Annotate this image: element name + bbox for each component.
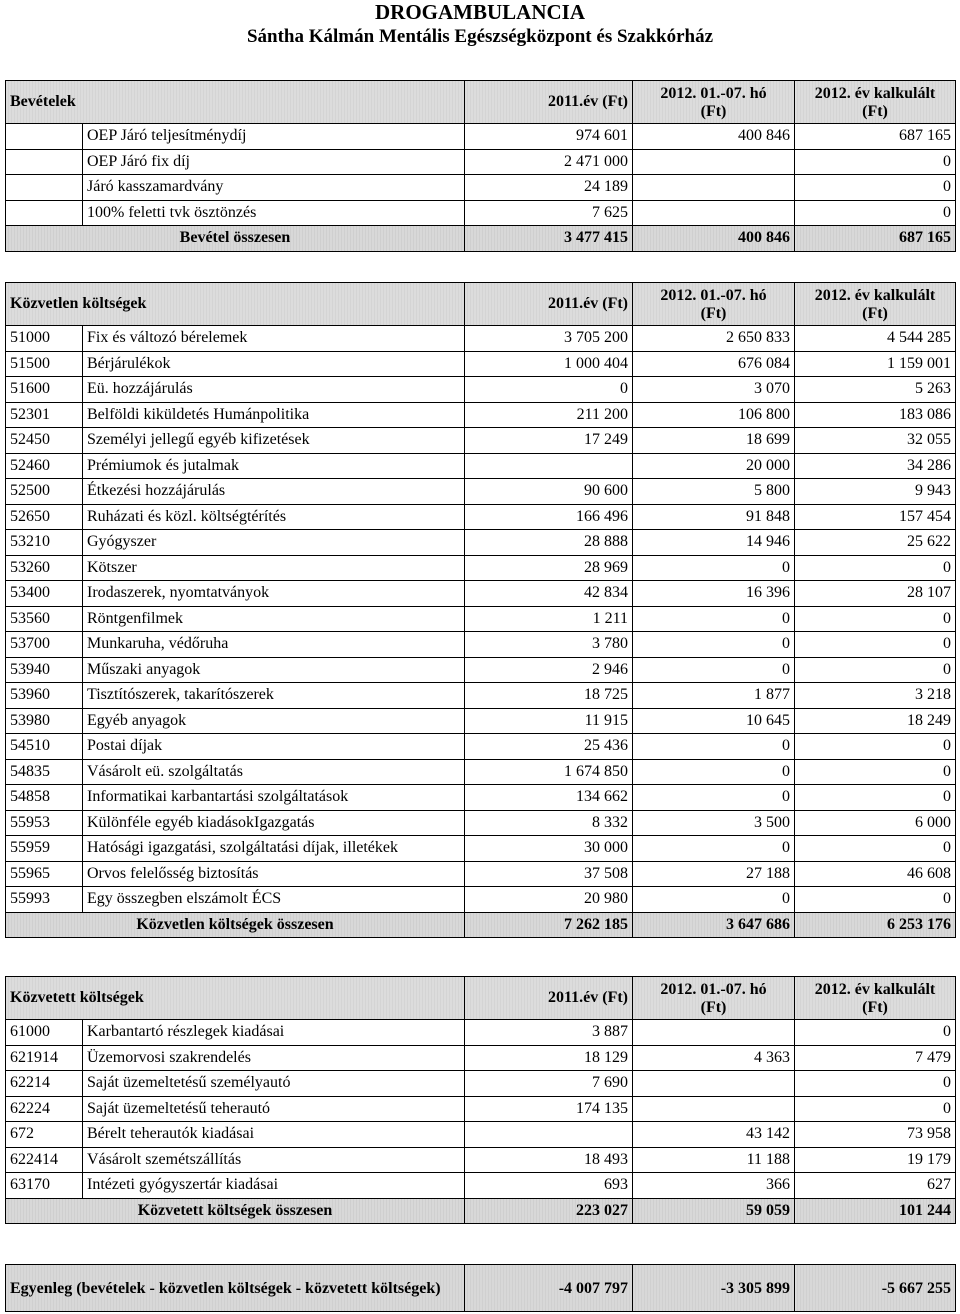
row-value-2012-calc: 25 622 [795, 530, 956, 556]
table-row [6, 326, 956, 352]
total-row [6, 1198, 956, 1224]
row-code: 53940 [6, 657, 83, 683]
table-row [6, 734, 956, 760]
table-row [6, 606, 956, 632]
row-value-2011: 2 471 000 [465, 149, 633, 175]
row-value-2012-calc: 0 [795, 200, 956, 226]
total-value-2012-calc: 101 244 [795, 1198, 956, 1224]
table-row [6, 530, 956, 556]
row-value-2012-calc: 34 286 [795, 453, 956, 479]
row-value-2012-calc: 7 479 [795, 1045, 956, 1071]
table-row [6, 1173, 956, 1199]
row-value-2012-period: 0 [633, 632, 795, 658]
row-value-2011: 3 887 [465, 1020, 633, 1046]
total-label: Bevétel összesen [6, 226, 465, 252]
row-value-2011: 2 946 [465, 657, 633, 683]
row-value-2012-period [633, 200, 795, 226]
row-value-2011: 693 [465, 1173, 633, 1199]
row-value-2011: 1 211 [465, 606, 633, 632]
row-value-2011: 25 436 [465, 734, 633, 760]
row-value-2012-period: 0 [633, 785, 795, 811]
row-value-2011: 1 000 404 [465, 351, 633, 377]
row-value-2012-period: 4 363 [633, 1045, 795, 1071]
row-value-2012-calc: 9 943 [795, 479, 956, 505]
row-name: Üzemorvosi szakrendelés [83, 1045, 465, 1071]
table-row [6, 200, 956, 226]
row-value-2012-period: 10 645 [633, 708, 795, 734]
col-2012-period-line1: 2012. 01.-07. hó [660, 981, 767, 998]
row-name: Bérelt teherautók kiadásai [83, 1122, 465, 1148]
table-row [6, 1122, 956, 1148]
row-value-2011 [465, 1122, 633, 1148]
row-name: Egy összegben elszámolt ÉCS [83, 887, 465, 913]
row-value-2012-calc: 6 000 [795, 810, 956, 836]
row-value-2011: 7 625 [465, 200, 633, 226]
row-code: 62214 [6, 1071, 83, 1097]
direct-costs-table [5, 282, 956, 938]
col-2012-calc-line2: (Ft) [862, 305, 888, 322]
table-row [6, 1147, 956, 1173]
row-value-2012-period: 0 [633, 657, 795, 683]
row-name: 100% feletti tvk ösztönzés [83, 200, 465, 226]
row-code [6, 200, 83, 226]
row-value-2012-calc: 157 454 [795, 504, 956, 530]
row-value-2011: 28 969 [465, 555, 633, 581]
total-row [6, 912, 956, 938]
row-value-2012-period: 0 [633, 887, 795, 913]
row-code [6, 149, 83, 175]
row-code: 55953 [6, 810, 83, 836]
row-name: Saját üzemeltetésű személyautó [83, 1071, 465, 1097]
row-name: Különféle egyéb kiadásokIgazgatás [83, 810, 465, 836]
row-value-2011: 30 000 [465, 836, 633, 862]
row-value-2012-period: 16 396 [633, 581, 795, 607]
row-code: 52500 [6, 479, 83, 505]
row-code: 54510 [6, 734, 83, 760]
row-value-2011: 18 493 [465, 1147, 633, 1173]
row-code: 53260 [6, 555, 83, 581]
row-value-2012-calc: 0 [795, 1071, 956, 1097]
row-value-2012-calc: 0 [795, 759, 956, 785]
row-value-2012-calc: 0 [795, 1020, 956, 1046]
table-row [6, 504, 956, 530]
table-row [6, 428, 956, 454]
row-value-2012-calc: 0 [795, 175, 956, 201]
row-code: 621914 [6, 1045, 83, 1071]
row-value-2012-calc: 183 086 [795, 402, 956, 428]
col-2012-calc-header [795, 81, 956, 124]
row-name: Röntgenfilmek [83, 606, 465, 632]
row-name: Kötszer [83, 555, 465, 581]
table-row [6, 175, 956, 201]
table-row [6, 1096, 956, 1122]
row-value-2012-period: 91 848 [633, 504, 795, 530]
row-value-2011: 37 508 [465, 861, 633, 887]
balance-2012-period: -3 305 899 [633, 1265, 795, 1312]
row-value-2012-period: 1 877 [633, 683, 795, 709]
row-value-2012-calc: 0 [795, 632, 956, 658]
row-name: Étkezési hozzájárulás [83, 479, 465, 505]
col-2012-period-line2: (Ft) [700, 305, 727, 322]
row-value-2011: 134 662 [465, 785, 633, 811]
col-2012-period-line2: (Ft) [700, 103, 727, 120]
row-code: 53210 [6, 530, 83, 556]
total-value-2012-period: 59 059 [633, 1198, 795, 1224]
row-value-2012-calc: 627 [795, 1173, 956, 1199]
row-value-2012-period: 0 [633, 836, 795, 862]
col-2011-header: 2011.év (Ft) [465, 81, 633, 124]
row-code: 51000 [6, 326, 83, 352]
row-value-2012-calc: 0 [795, 887, 956, 913]
row-code: 62224 [6, 1096, 83, 1122]
col-2012-calc-header [795, 977, 956, 1020]
row-name: Eü. hozzájárulás [83, 377, 465, 403]
row-code: 51600 [6, 377, 83, 403]
row-value-2012-period: 3 070 [633, 377, 795, 403]
row-value-2012-period [633, 1020, 795, 1046]
row-name: OEP Járó fix díj [83, 149, 465, 175]
row-code: 52650 [6, 504, 83, 530]
table-row [6, 479, 956, 505]
row-value-2011: 7 690 [465, 1071, 633, 1097]
balance-2011: -4 007 797 [465, 1265, 633, 1312]
table-row [6, 861, 956, 887]
row-value-2012-calc: 1 159 001 [795, 351, 956, 377]
row-value-2012-calc: 18 249 [795, 708, 956, 734]
row-value-2012-calc: 0 [795, 657, 956, 683]
row-name: Postai díjak [83, 734, 465, 760]
row-value-2011: 0 [465, 377, 633, 403]
row-value-2012-period: 0 [633, 606, 795, 632]
col-2012-calc-header [795, 283, 956, 326]
row-value-2012-period: 0 [633, 734, 795, 760]
row-value-2012-period [633, 1096, 795, 1122]
indirect-header-row [6, 977, 956, 1020]
col-2012-period-header [633, 283, 795, 326]
row-value-2012-period [633, 149, 795, 175]
total-value-2011: 223 027 [465, 1198, 633, 1224]
total-row [6, 226, 956, 252]
row-value-2011: 3 705 200 [465, 326, 633, 352]
row-name: Intézeti gyógyszertár kiadásai [83, 1173, 465, 1199]
table-row [6, 581, 956, 607]
row-value-2012-calc: 0 [795, 555, 956, 581]
row-value-2012-period: 43 142 [633, 1122, 795, 1148]
total-value-2011: 3 477 415 [465, 226, 633, 252]
row-value-2012-period: 2 650 833 [633, 326, 795, 352]
row-value-2012-calc: 3 218 [795, 683, 956, 709]
row-code: 55993 [6, 887, 83, 913]
row-value-2012-period: 27 188 [633, 861, 795, 887]
row-value-2011: 3 780 [465, 632, 633, 658]
row-name: Műszaki anyagok [83, 657, 465, 683]
row-code: 622414 [6, 1147, 83, 1173]
table-row [6, 402, 956, 428]
table-row [6, 887, 956, 913]
row-value-2012-calc: 4 544 285 [795, 326, 956, 352]
row-value-2012-period: 14 946 [633, 530, 795, 556]
row-name: Ruházati és közl. költségtérítés [83, 504, 465, 530]
row-value-2012-calc: 32 055 [795, 428, 956, 454]
direct-section-label: Közvetlen költségek [6, 283, 465, 326]
row-name: Vásárolt szemétszállítás [83, 1147, 465, 1173]
table-row [6, 708, 956, 734]
row-value-2012-calc: 0 [795, 149, 956, 175]
row-name: Saját üzemeltetésű teherautó [83, 1096, 465, 1122]
row-value-2012-calc: 687 165 [795, 124, 956, 150]
row-name: Gyógyszer [83, 530, 465, 556]
col-2012-calc-line1: 2012. év kalkulált [814, 981, 936, 998]
row-value-2012-calc: 46 608 [795, 861, 956, 887]
total-label: Közvetlen költségek összesen [6, 912, 465, 938]
row-code: 52460 [6, 453, 83, 479]
row-code: 52301 [6, 402, 83, 428]
row-name: Munkaruha, védőruha [83, 632, 465, 658]
row-value-2012-calc: 0 [795, 785, 956, 811]
table-row [6, 810, 956, 836]
balance-table [5, 1264, 956, 1312]
row-value-2012-period: 5 800 [633, 479, 795, 505]
col-2012-calc-line2: (Ft) [862, 999, 888, 1016]
col-2011-header: 2011.év (Ft) [465, 977, 633, 1020]
row-value-2012-period: 0 [633, 759, 795, 785]
balance-label: Egyenleg (bevételek - közvetlen költségek - közvetett költségek) [6, 1265, 465, 1312]
row-name: Fix és változó bérelemek [83, 326, 465, 352]
col-2012-period-line1: 2012. 01.-07. hó [660, 287, 767, 304]
col-2012-calc-line1: 2012. év kalkulált [814, 287, 936, 304]
row-name: Irodaszerek, nyomtatványok [83, 581, 465, 607]
table-row [6, 351, 956, 377]
row-value-2012-calc: 28 107 [795, 581, 956, 607]
col-2012-period-header [633, 977, 795, 1020]
row-code: 54835 [6, 759, 83, 785]
indirect-costs-table [5, 976, 956, 1224]
col-2012-period-line2: (Ft) [700, 999, 727, 1016]
table-row [6, 124, 956, 150]
table-row [6, 149, 956, 175]
table-row [6, 632, 956, 658]
row-code: 52450 [6, 428, 83, 454]
row-name: Járó kasszamardvány [83, 175, 465, 201]
row-code: 53560 [6, 606, 83, 632]
table-row [6, 377, 956, 403]
row-value-2012-period: 20 000 [633, 453, 795, 479]
total-value-2012-period: 3 647 686 [633, 912, 795, 938]
row-name: Egyéb anyagok [83, 708, 465, 734]
table-row [6, 555, 956, 581]
table-row [6, 836, 956, 862]
row-value-2012-period: 11 188 [633, 1147, 795, 1173]
row-value-2011: 211 200 [465, 402, 633, 428]
row-code: 672 [6, 1122, 83, 1148]
total-value-2012-period: 400 846 [633, 226, 795, 252]
row-value-2012-period: 400 846 [633, 124, 795, 150]
row-value-2012-period: 18 699 [633, 428, 795, 454]
row-code: 55965 [6, 861, 83, 887]
document-subtitle: Sántha Kálmán Mentális Egészségközpont és Szakkórház [246, 26, 714, 47]
row-code: 53400 [6, 581, 83, 607]
row-value-2012-period: 676 084 [633, 351, 795, 377]
row-code: 55959 [6, 836, 83, 862]
row-code: 53980 [6, 708, 83, 734]
row-value-2012-calc: 0 [795, 836, 956, 862]
row-value-2011: 174 135 [465, 1096, 633, 1122]
row-value-2011: 90 600 [465, 479, 633, 505]
row-value-2011: 166 496 [465, 504, 633, 530]
row-value-2011 [465, 453, 633, 479]
row-name: Informatikai karbantartási szolgáltatások [83, 785, 465, 811]
row-code: 51500 [6, 351, 83, 377]
row-code: 54858 [6, 785, 83, 811]
table-row [6, 759, 956, 785]
row-value-2012-calc: 19 179 [795, 1147, 956, 1173]
row-code: 63170 [6, 1173, 83, 1199]
row-name: Prémiumok és jutalmak [83, 453, 465, 479]
row-value-2012-calc: 73 958 [795, 1122, 956, 1148]
balance-2012-calc: -5 667 255 [795, 1265, 956, 1312]
revenue-section-label: Bevételek [6, 81, 465, 124]
table-row [6, 683, 956, 709]
table-row [6, 657, 956, 683]
row-value-2012-period: 3 500 [633, 810, 795, 836]
row-name: OEP Járó teljesítménydíj [83, 124, 465, 150]
table-row [6, 1071, 956, 1097]
col-2012-calc-line1: 2012. év kalkulált [814, 85, 936, 102]
row-value-2011: 28 888 [465, 530, 633, 556]
row-value-2011: 42 834 [465, 581, 633, 607]
table-row [6, 1020, 956, 1046]
row-value-2011: 974 601 [465, 124, 633, 150]
total-value-2012-calc: 687 165 [795, 226, 956, 252]
direct-header-row [6, 283, 956, 326]
row-value-2012-period: 0 [633, 555, 795, 581]
row-name: Bérjárulékok [83, 351, 465, 377]
row-value-2012-period: 366 [633, 1173, 795, 1199]
row-value-2011: 18 129 [465, 1045, 633, 1071]
total-value-2011: 7 262 185 [465, 912, 633, 938]
col-2012-period-line1: 2012. 01.-07. hó [660, 85, 767, 102]
table-row [6, 785, 956, 811]
row-name: Tisztítószerek, takarítószerek [83, 683, 465, 709]
table-row [6, 1045, 956, 1071]
row-code: 53960 [6, 683, 83, 709]
row-code: 61000 [6, 1020, 83, 1046]
table-row [6, 453, 956, 479]
row-code [6, 175, 83, 201]
row-value-2012-calc: 0 [795, 734, 956, 760]
row-name: Karbantartó részlegek kiadásai [83, 1020, 465, 1046]
row-name: Hatósági igazgatási, szolgáltatási díjak, illetékek [83, 836, 465, 862]
row-value-2012-period [633, 1071, 795, 1097]
document-title: DROGAMBULANCIA [375, 0, 585, 24]
row-value-2012-period: 106 800 [633, 402, 795, 428]
total-label: Közvetett költségek összesen [6, 1198, 465, 1224]
row-value-2011: 11 915 [465, 708, 633, 734]
row-code [6, 124, 83, 150]
revenue-table [5, 80, 956, 252]
row-name: Belföldi kiküldetés Humánpolitika [83, 402, 465, 428]
row-value-2011: 17 249 [465, 428, 633, 454]
row-name: Orvos felelősség biztosítás [83, 861, 465, 887]
row-code: 53700 [6, 632, 83, 658]
row-value-2012-calc: 5 263 [795, 377, 956, 403]
col-2011-header: 2011.év (Ft) [465, 283, 633, 326]
row-value-2012-calc: 0 [795, 1096, 956, 1122]
revenue-header-row [6, 81, 956, 124]
row-value-2012-period [633, 175, 795, 201]
row-value-2011: 24 189 [465, 175, 633, 201]
total-value-2012-calc: 6 253 176 [795, 912, 956, 938]
balance-row [6, 1265, 956, 1312]
row-value-2011: 20 980 [465, 887, 633, 913]
row-name: Személyi jellegű egyéb kifizetések [83, 428, 465, 454]
row-value-2011: 1 674 850 [465, 759, 633, 785]
row-name: Vásárolt eü. szolgáltatás [83, 759, 465, 785]
col-2012-period-header [633, 81, 795, 124]
indirect-section-label: Közvetett költségek [6, 977, 465, 1020]
row-value-2011: 18 725 [465, 683, 633, 709]
row-value-2011: 8 332 [465, 810, 633, 836]
row-value-2012-calc: 0 [795, 606, 956, 632]
col-2012-calc-line2: (Ft) [862, 103, 888, 120]
